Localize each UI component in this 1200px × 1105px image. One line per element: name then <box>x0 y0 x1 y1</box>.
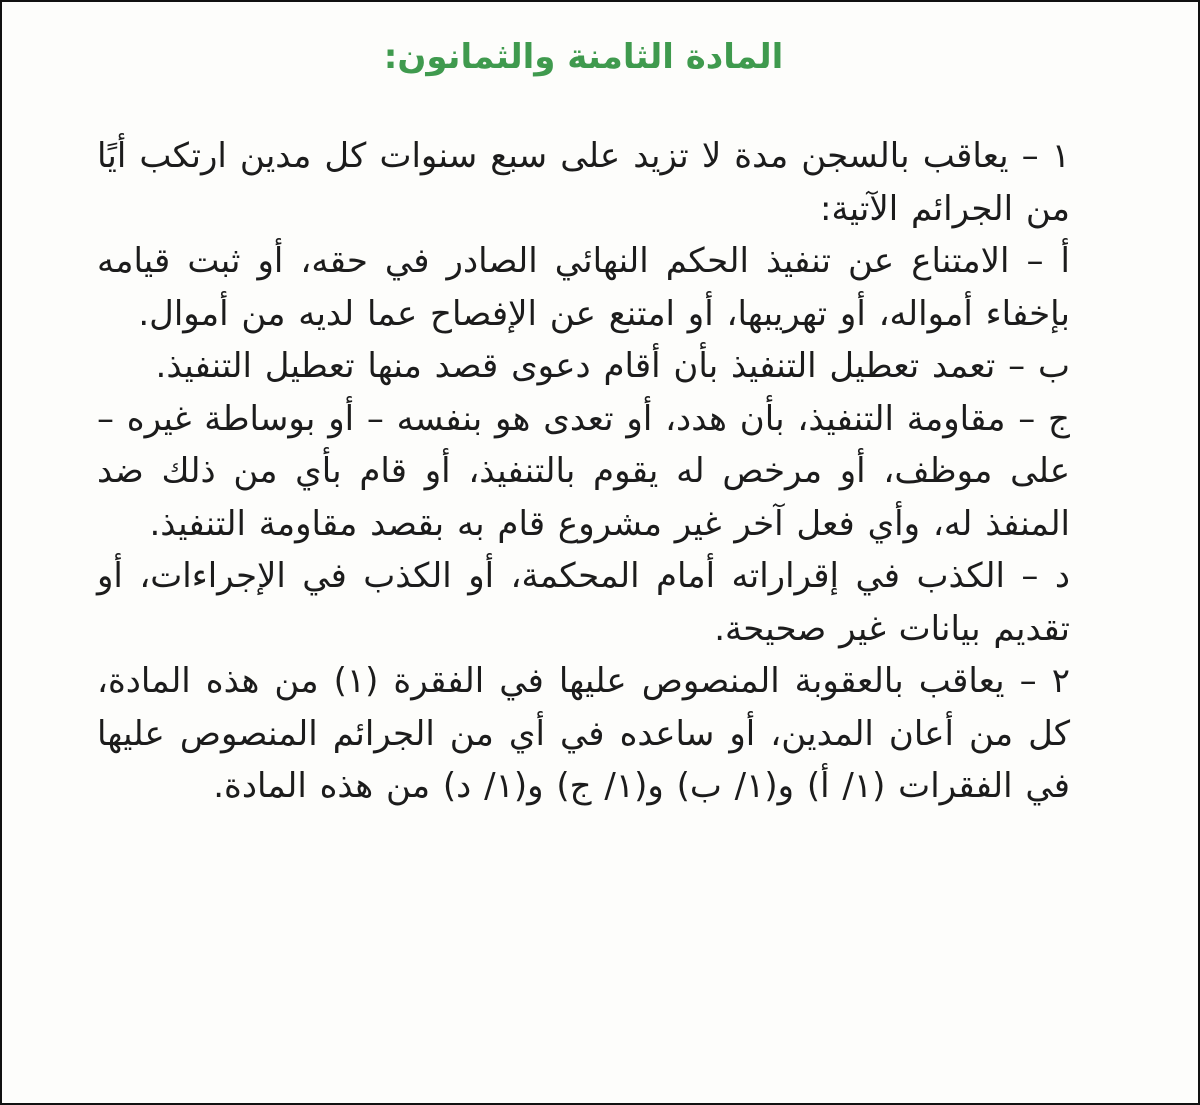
clause-1-intro: ١ – يعاقب بالسجن مدة لا تزيد على سبع سنوات كل مدين ارتكب أيًا من الجرائم الآتية: <box>97 136 1070 229</box>
clause-1b: ب – تعمد تعطيل التنفيذ بأن أقام دعوى قصد منها تعطيل التنفيذ. <box>155 346 1070 386</box>
article-body <box>97 24 1070 813</box>
clause-2: ٢ – يعاقب بالعقوبة المنصوص عليها في الفقرة (١) من هذه المادة، كل من أعان المدين، أو ساعده في أي من الجرائم المنصوص عليها في الفقرات (١/ أ) و(١/ ب) و(١/ ج) و(١/ د) من هذه المادة. <box>97 661 1070 806</box>
clause-1c: ج – مقاومة التنفيذ، بأن هدد، أو تعدى هو بنفسه – أو بوساطة غيره – على موظف، أو مرخص له يقوم بالتنفيذ، أو قام بأي من ذلك ضد المنفذ له، وأي فعل آخر غير مشروع قام به بقصد مقاومة التنفيذ. <box>97 398 1070 544</box>
clause-1a: أ – الامتناع عن تنفيذ الحكم النهائي الصادر في حقه، أو ثبت قيامه بإخفاء أمواله، أو تهريبها، أو امتنع عن الإفصاح عما لديه من أموال. <box>97 241 1070 334</box>
clause-1d: د – الكذب في إقراراته أمام المحكمة، أو الكذب في الإجراءات، أو تقديم بيانات غير صحيحة. <box>97 556 1070 649</box>
article-title: المادة الثامنة والثمانون: <box>383 37 784 77</box>
